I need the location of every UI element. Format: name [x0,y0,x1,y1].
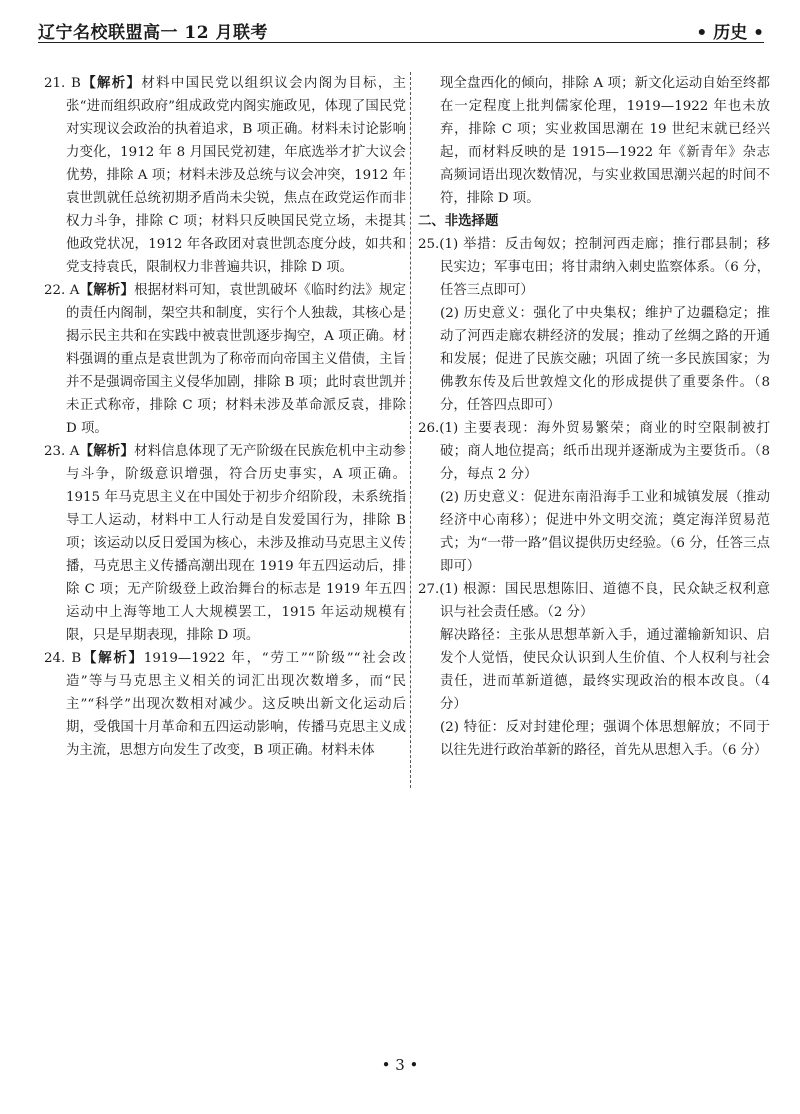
answer-25-part1 [418,233,770,302]
answer-25-part2: (2) 历史意义：强化了中央集权；维护了边疆稳定；推动了河西走廊农耕经济的发展；推动了丝绸之路的开通和发展；促进了民族交融；巩固了统一多民族国家；为佛教东传及后世敦煌文化的形成提供了重要条件。（8 分，任答四点即可） [440,306,770,413]
answer-text: 根据材料可知，袁世凯破坏《临时约法》规定的责任内阁制，架空共和制度，实行个人独裁，其核心是揭示民主共和在实践中被袁世凯逐步掏空，A 项正确。材料强调的重点是袁世凯为了称帝而向帝国主义借债，主旨并不是强调帝国主义侵华加剧，排除 B 项；此时袁世凯并未正式称帝，排除 C 项；材料未涉及革命派反袁，排除 D 项。 [66,283,407,436]
answer-number: 22. A [44,283,80,298]
answer-number: 23. A [44,444,80,459]
analysis-tag: 【解析】 [80,75,142,91]
question-number: 27. [418,582,440,597]
answer-text: 材料中国民党以组织议会内阁为目标，主张“进而组织政府”组成政党内阁实施政见，体现了国民党对实现议会政治的执着追求，B 项正确。材料未讨论影响力变化，1912 年 8 月国民党初建，年底选举才扩大议会优势，排除 A 项；材料未涉及总统与议会冲突，1912 年袁世凯就任总统初期矛盾尚未尖锐，焦点在政党运作而非权力斗争，排除 C 项；材料只反映国民党立场，未提其他政党状况，1912 年各政团对袁世凯态度分歧，如共和党支持袁氏，限制权力非普遍共识，排除 D 项。 [66,76,407,275]
answer-26-part2: (2) 历史意义：促进东南沿海手工业和城镇发展（推动经济中心南移）；促进中外文明交流；奠定海洋贸易范式；为“一带一路”倡议提供历史经验。（6 分，任答三点即可） [440,490,770,574]
answer-27-part2: (2) 特征：反对封建伦理；强调个体思想解放；不同于以往先进行政治革新的路径，首先从思想入手。（6 分） [440,720,770,758]
answer-number: 24. B [44,651,82,666]
left-column [44,72,406,762]
answer-26-part1 [418,417,770,486]
page-header [38,14,764,43]
answer-text: (1) 根源：国民思想陈旧、道德不良，民众缺乏权利意识与社会责任感。（2 分） [439,582,770,620]
analysis-tag: 【解析】 [81,650,144,666]
answer-24-continuation: 现全盘西化的倾向，排除 A 项；新文化运动自始至终都在一定程度上批判儒家伦理，1919—1922 年也未放弃，排除 C 项；实业救国思潮在 19 世纪末就已经兴起，而材料反映的是 1915—1922 年《新青年》杂志高频词语出现次数情况，与实业救国思潮兴起的时间不符，排除 D 项。 [440,76,770,206]
question-number: 26. [418,421,440,436]
page-number: • 3 • [381,1056,419,1074]
answer-27-part1 [418,578,770,624]
answer-text: 1919—1922 年，“劳工”“阶级”“社会改造”等与马克思主义相关的词汇出现次数增多，而“民主”“科学”出现次数相对减少。这反映出新文化运动后期，受俄国十月革命和五四运动影响，传播马克思主义成为主流，思想方向发生了改变，B 项正确。材料未体 [66,651,406,758]
answer-24 [44,647,406,762]
answer-27-solution: 解决路径：主张从思想革新入手，通过灌输新知识、启发个人觉悟，使民众认识到人生价值、个人权利与社会责任，进而革新道德，最终实现政治的根本改良。（4 分） [440,628,770,712]
analysis-tag: 【解析】 [79,443,135,459]
question-number: 25. [418,237,440,252]
right-column [418,72,770,762]
answer-number: 21. B [44,76,81,91]
column-divider [410,72,411,788]
answer-text: 材料信息体现了无产阶级在民族危机中主动参与斗争，阶级意识增强，符合历史事实，A 项正确。1915 年马克思主义在中国处于初步介绍阶段，未系统指导工人运动，材料中工人行动是自发爱国行为，排除 B 项；该运动以反日爱国为核心，未涉及推动马克思主义传播，马克思主义传播高潮出现在 1919 年五四运动后，排除 C 项；无产阶级登上政治舞台的标志是 1919 年五四运动中上海等地工人大规模罢工，1915 年运动规模有限，只是早期表现，排除 D 项。 [66,444,407,643]
answer-21 [44,72,406,279]
exam-title: 辽宁名校联盟高一 12 月联考 [38,23,268,43]
answer-text: (1) 主要表现：海外贸易繁荣；商业的时空限制被打破；商人地位提高；纸币出现并逐渐成为主要货币。（8 分，每点 2 分） [439,421,770,482]
subject-title: • 历史 • [696,23,764,43]
answer-text: (1) 举措：反击匈奴；控制河西走廊；推行郡县制；移民实边；军事屯田；将甘肃纳入刺史监察体系。（6 分，任答三点即可） [439,237,770,298]
answer-23 [44,440,406,647]
analysis-tag: 【解析】 [79,282,135,298]
answer-22 [44,279,406,440]
section-title: 二、非选择题 [418,213,499,229]
